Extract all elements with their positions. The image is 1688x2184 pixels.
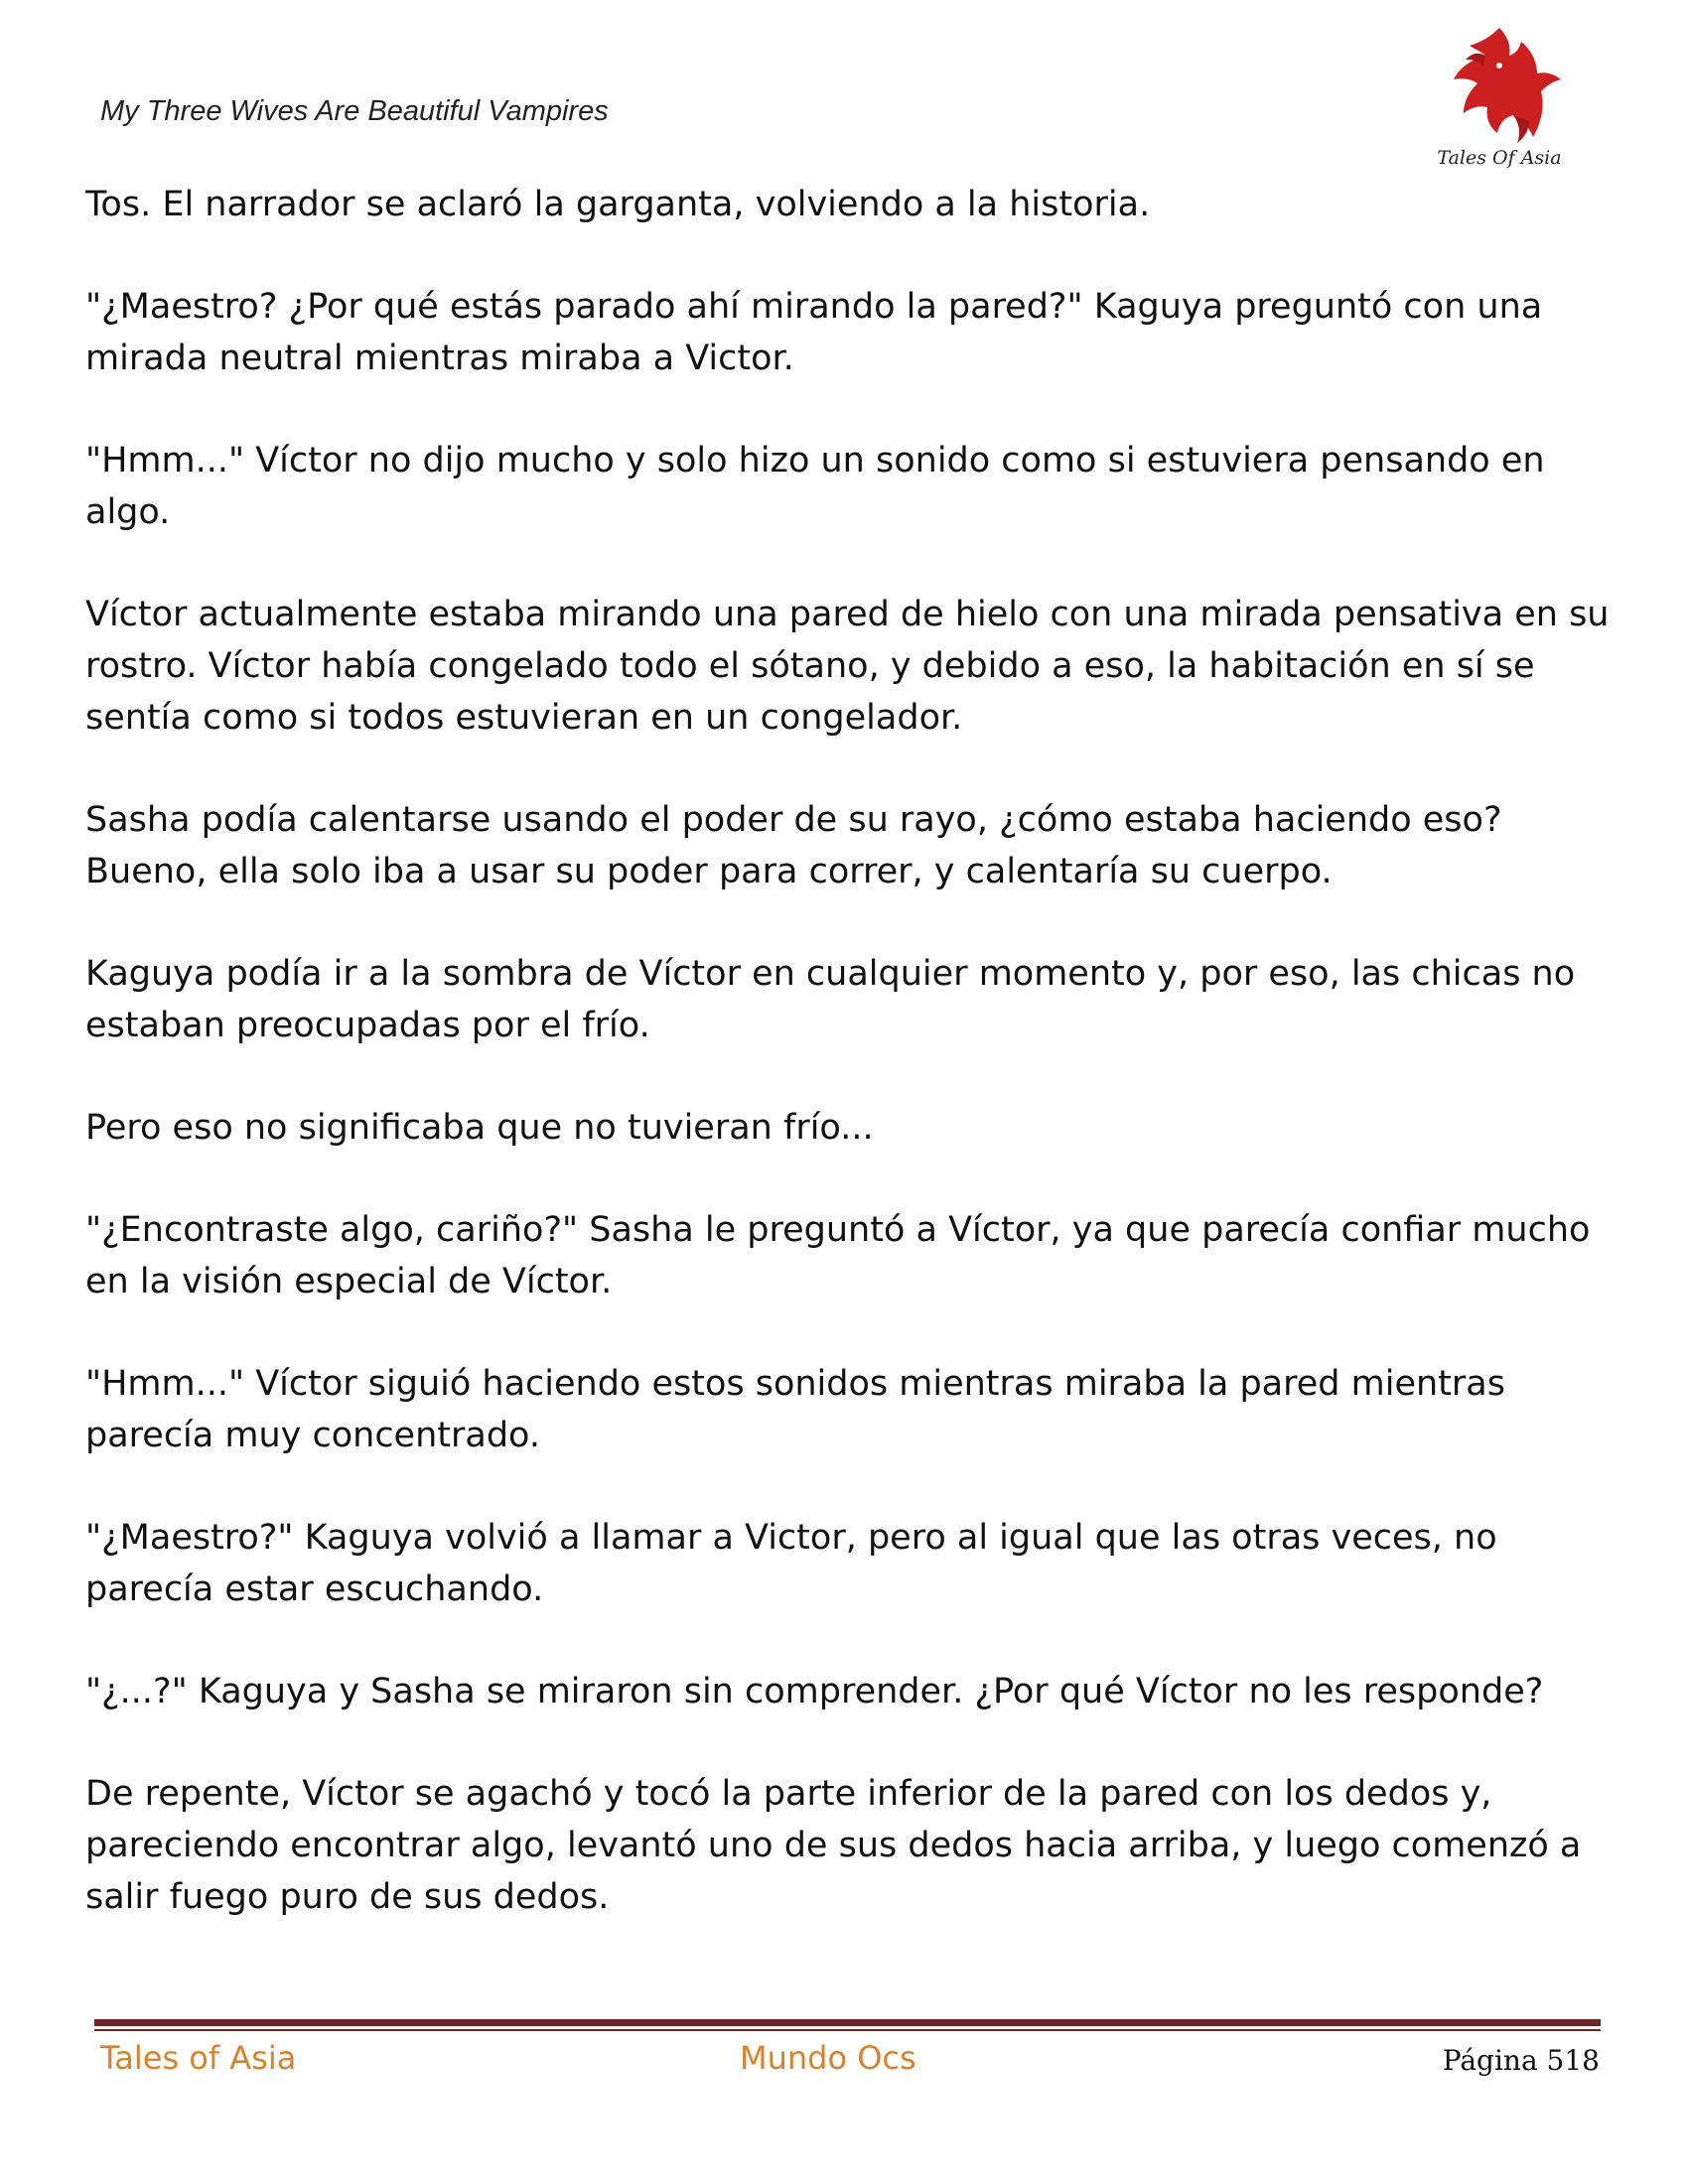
paragraph: Sasha podía calentarse usando el poder de su rayo, ¿cómo estaba haciendo eso? Bueno, ella solo iba a usar su poder para correr, y calentaría su cuerpo.	[85, 800, 1502, 891]
paragraph: "Hmm..." Víctor siguió haciendo estos sonidos mientras miraba la pared mientras parecía muy concentrado.	[85, 1364, 1505, 1455]
paragraph: "¿Maestro? ¿Por qué estás parado ahí mirando la pared?" Kaguya preguntó con una mirada neutral mientras miraba a Victor.	[85, 287, 1543, 378]
footer-site-name: Tales of Asia	[100, 2039, 297, 2077]
logo	[1430, 20, 1569, 184]
chapter-text	[85, 179, 1610, 1974]
paragraph: Pero eso no significaba que no tuvieran frío...	[85, 1108, 874, 1148]
footer-divider	[94, 2019, 1601, 2031]
logo-text: Tales Of Asia	[1437, 147, 1562, 169]
paragraph: "Hmm..." Víctor no dijo mucho y solo hizo un sonido como si estuviera pensando en algo.	[85, 441, 1545, 532]
page-number: Página 518	[1442, 2044, 1600, 2077]
paragraph: "¿Encontraste algo, cariño?" Sasha le preguntó a Víctor, ya que parecía confiar mucho en la visión especial de Víctor.	[85, 1210, 1591, 1301]
footer-group-name: Mundo Ocs	[740, 2039, 916, 2077]
paragraph: Kaguya podía ir a la sombra de Víctor en cualquier momento y, por eso, las chicas no estaban preocupadas por el frío.	[85, 954, 1576, 1045]
paragraph: Tos. El narrador se aclaró la garganta, volviendo a la historia.	[85, 185, 1151, 224]
paragraph: "¿...?" Kaguya y Sasha se miraron sin comprender. ¿Por qué Víctor no les responde?	[85, 1672, 1544, 1711]
paragraph: Víctor actualmente estaba mirando una pared de hielo con una mirada pensativa en su rostro. Víctor había congelado todo el sótano, y debido a eso, la habitación en sí se sentía como si todos estuvieran en un congelador.	[85, 595, 1610, 738]
paragraph: De repente, Víctor se agachó y tocó la parte inferior de la pared con los dedos y, pareciendo encontrar algo, levantó uno de sus dedos hacia arriba, y luego comenzó a salir fuego puro de sus dedos.	[85, 1774, 1582, 1917]
paragraph: "¿Maestro?" Kaguya volvió a llamar a Victor, pero al igual que las otras veces, no parecía estar escuchando.	[85, 1518, 1497, 1609]
red-dragon-icon	[1430, 20, 1569, 149]
book-title: My Three Wives Are Beautiful Vampires	[100, 95, 609, 127]
